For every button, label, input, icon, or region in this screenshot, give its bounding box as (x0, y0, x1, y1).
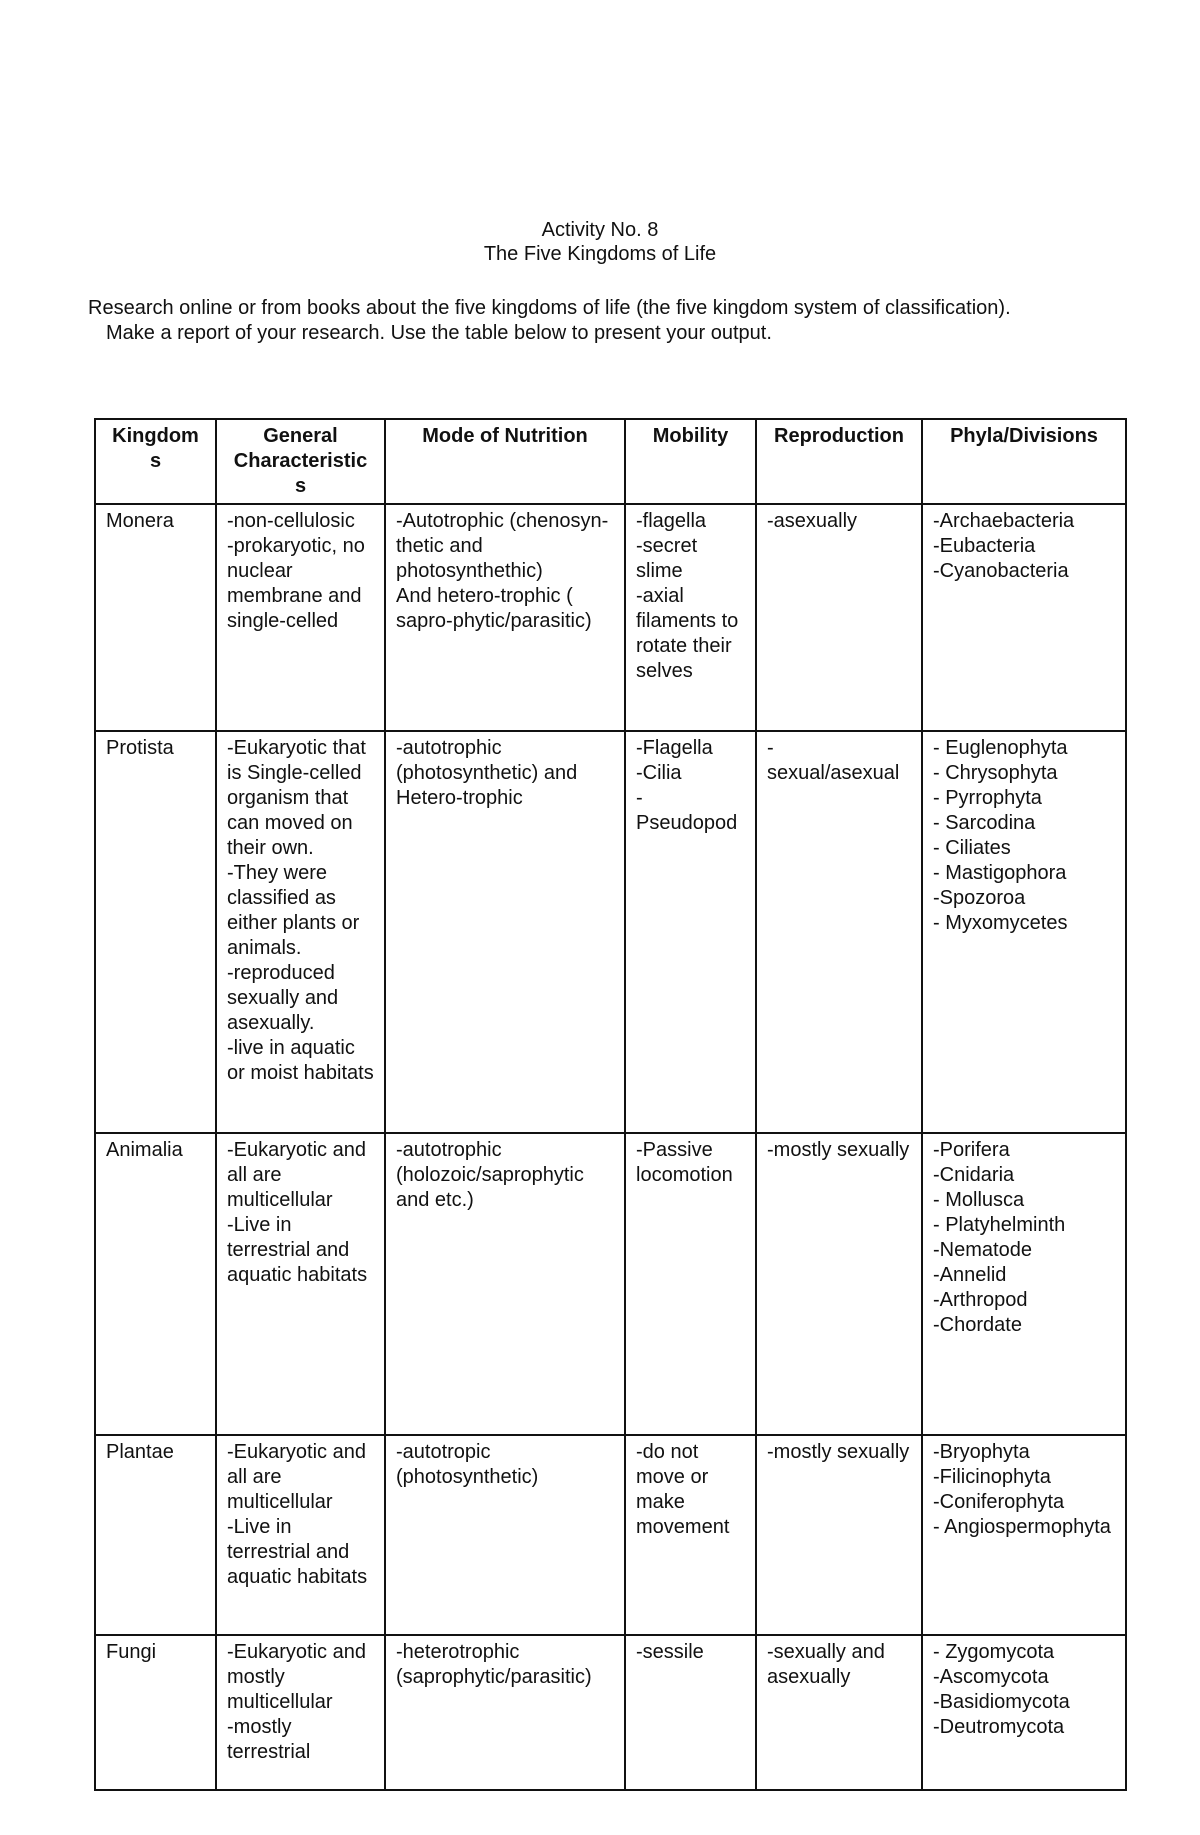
cell-nutrition: -autotropic (photosynthetic) (385, 1435, 625, 1635)
cell-phyla: - Euglenophyta - Chrysophyta - Pyrrophyta - Sarcodina - Ciliates - Mastigophora -Spozoroa - Myxomycetes (922, 731, 1126, 1133)
cell-general: -Eukaryotic that is Single-celled organism that can moved on their own. -They were classified as either plants or animals. -reproduced sexually and asexually. -live in aquatic or moist habitats (216, 731, 385, 1133)
cell-nutrition: -heterotrophic (saprophytic/parasitic) (385, 1635, 625, 1790)
cell-general: -Eukaryotic and all are multicellular -Live in terrestrial and aquatic habitats (216, 1133, 385, 1435)
cell-general: -Eukaryotic and mostly multicellular -mostly terrestrial (216, 1635, 385, 1790)
cell-mobility: -Passive locomotion (625, 1133, 756, 1435)
cell-kingdom: Protista (95, 731, 216, 1133)
cell-kingdom: Plantae (95, 1435, 216, 1635)
cell-reproduction: - sexual/asexual (756, 731, 922, 1133)
cell-mobility: -Flagella -Cilia - Pseudopod (625, 731, 756, 1133)
document-title: The Five Kingdoms of Life (483, 243, 717, 265)
instructions-line-2: Make a report of your research. Use the table below to present your output. (106, 322, 772, 344)
table-row (95, 1435, 1126, 1635)
cell-nutrition: -Autotrophic (chenosyn-thetic and photosynthethic) And hetero-trophic ( sapro-phytic/parasitic) (385, 504, 625, 731)
document-header (0, 218, 1200, 266)
cell-kingdom: Fungi (95, 1635, 216, 1790)
cell-mobility: -do not move or make movement (625, 1435, 756, 1635)
cell-kingdom: Monera (95, 504, 216, 731)
header-general-characteristics: General Characteristic s (216, 419, 385, 504)
table-row (95, 1133, 1126, 1435)
cell-mobility: -flagella -secret slime -axial filaments to rotate their selves (625, 504, 756, 731)
instructions (88, 296, 1133, 346)
header-kingdoms: Kingdom s (95, 419, 216, 504)
header-phyla-divisions: Phyla/Divisions (922, 419, 1126, 504)
cell-phyla: -Bryophyta -Filicinophyta -Coniferophyta - Angiospermophyta (922, 1435, 1126, 1635)
activity-number: Activity No. 8 (541, 219, 659, 241)
cell-reproduction: -asexually (756, 504, 922, 731)
cell-nutrition: -autotrophic (photosynthetic) and Hetero-trophic (385, 731, 625, 1133)
table-row (95, 504, 1126, 731)
cell-reproduction: -sexually and asexually (756, 1635, 922, 1790)
header-mode-of-nutrition: Mode of Nutrition (385, 419, 625, 504)
cell-phyla: -Archaebacteria -Eubacteria -Cyanobacteria (922, 504, 1126, 731)
cell-nutrition: -autotrophic (holozoic/saprophytic and etc.) (385, 1133, 625, 1435)
table-row (95, 1635, 1126, 1790)
cell-general: -non-cellulosic -prokaryotic, no nuclear membrane and single-celled (216, 504, 385, 731)
instructions-line-1: Research online or from books about the five kingdoms of life (the five kingdom system of classification). (88, 297, 1011, 319)
cell-reproduction: -mostly sexually (756, 1133, 922, 1435)
cell-mobility: -sessile (625, 1635, 756, 1790)
cell-reproduction: -mostly sexually (756, 1435, 922, 1635)
table-header-row (95, 419, 1126, 504)
header-mobility: Mobility (625, 419, 756, 504)
cell-kingdom: Animalia (95, 1133, 216, 1435)
cell-general: -Eukaryotic and all are multicellular -Live in terrestrial and aquatic habitats (216, 1435, 385, 1635)
kingdoms-table (94, 418, 1127, 1791)
cell-phyla: -Porifera -Cnidaria - Mollusca - Platyhelminth -Nematode -Annelid -Arthropod -Chordate (922, 1133, 1126, 1435)
cell-phyla: - Zygomycota -Ascomycota -Basidiomycota -Deutromycota (922, 1635, 1126, 1790)
header-reproduction: Reproduction (756, 419, 922, 504)
table-row (95, 731, 1126, 1133)
